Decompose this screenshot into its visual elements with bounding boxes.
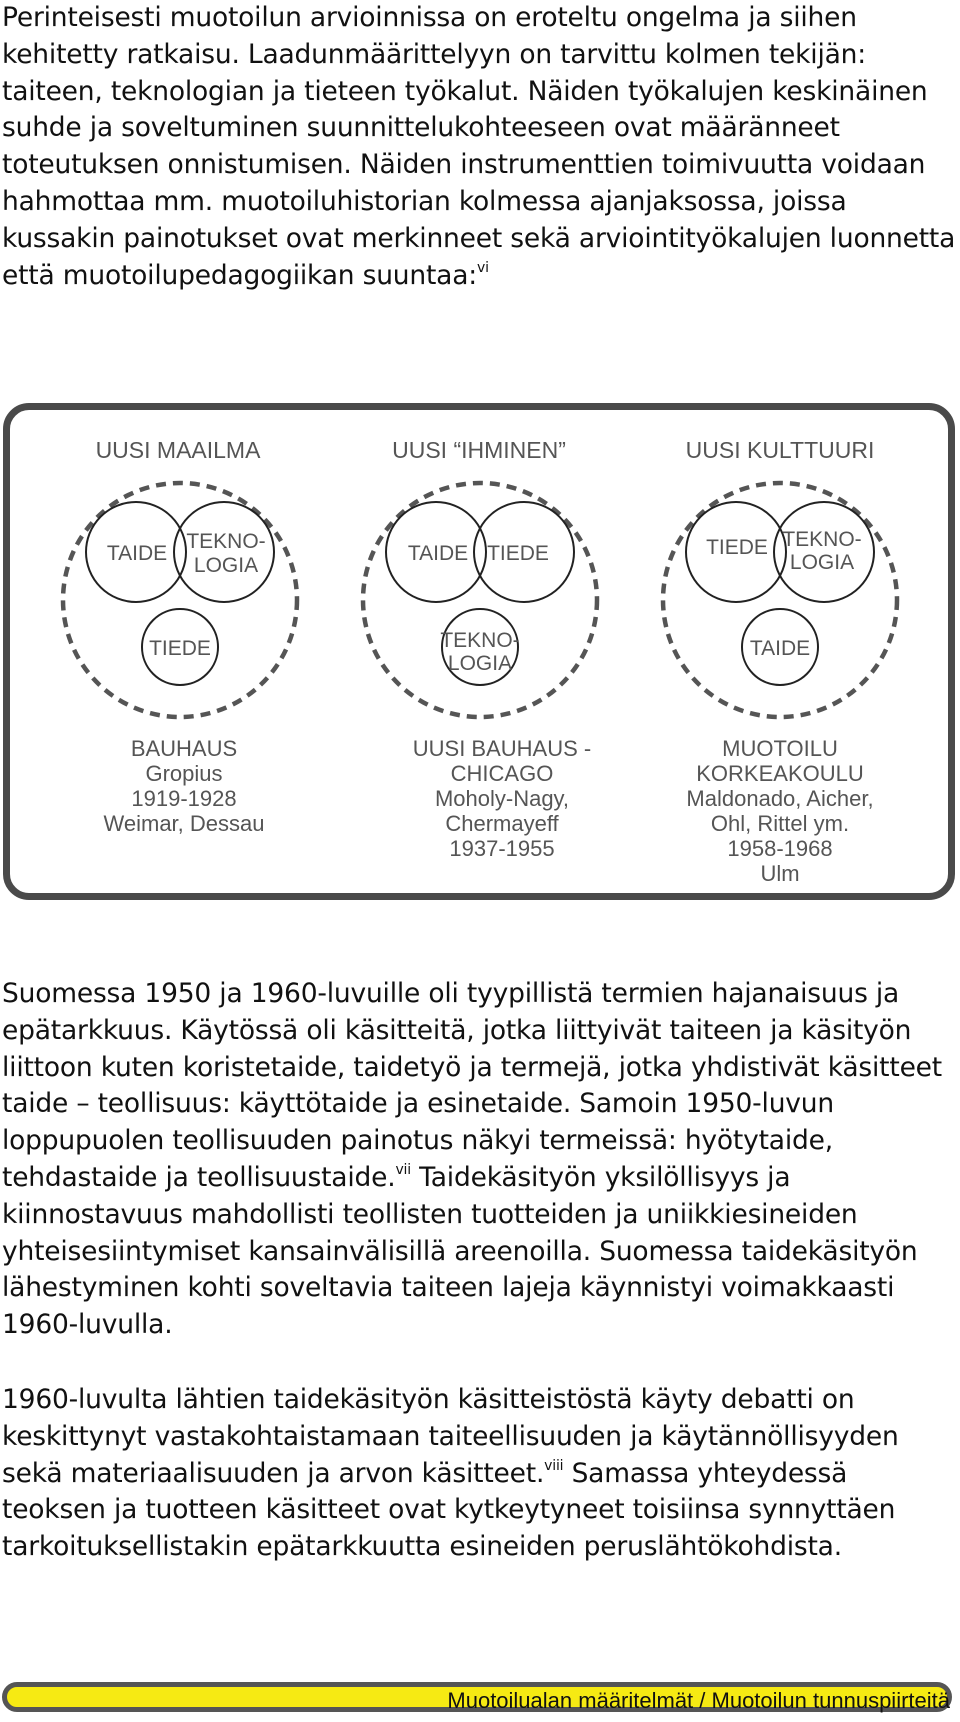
label-tekno: TEKNO- [186,530,266,553]
terminology-paragraph [2,976,957,1344]
column-title-uusi-maailma: UUSI MAAILMA [95,437,261,463]
school-line: CHICAGO [450,761,554,786]
label-tekno: TEKNO- [782,528,862,551]
school-line: 1937-1955 [449,836,555,861]
school-line: MUOTOILU [722,736,838,761]
paragraph-text: 1960-luvulta lähtien taidekäsityön käsitteistöstä käyty debatti on keskittynyt vastakohtaistamaan taiteellisuuden ja käytännöllisyyden sekä materiaalisuuden ja arvon käsitteet. [2,1384,899,1489]
label-logia: LOGIA [789,551,855,574]
school-line: KORKEAKOULU [696,761,864,786]
school-line: BAUHAUS [130,736,238,761]
label-tiede: TIEDE [149,637,211,660]
school-line: Maldonado, Aicher, [686,786,874,811]
paragraph-text: Samassa yhteydessä teoksen ja tuotteen käsitteet ovat kytkeytyneet toisiinsa synnyttäen tarkoituksellistakin epätarkkuutta esineiden peruslähtökohdista. [2,1457,896,1563]
label-tiede: TIEDE [706,536,768,559]
school-line: UUSI BAUHAUS - [412,736,592,761]
venn-group-chicago [363,483,597,717]
school-line: Moholy-Nagy, [434,786,570,811]
paragraph-text: Suomessa 1950 ja 1960-luvuille oli tyypillistä termien hajanaisuus ja epätarkkuus. Käytössä oli käsitteitä, jotka liittyivät taiteen ja käsityön liittoon kuten koristetaide, taidetyö ja termejä, jotka yhdistivät käsitteet taide – teollisuus: käyttötaide ja esinetaide. Samoin 1950-luvun loppupuolen teollisuuden painotus näkyi termeissä: hyötytaide, tehdastaide ja teollisuustaide. [2,978,942,1193]
debate-paragraph [2,1382,957,1566]
footnote-ref-vi: vi [477,259,489,276]
school-line: Ulm [760,861,800,886]
venn-group-bauhaus [63,483,297,717]
label-tekno: TEKNO- [440,629,520,652]
school-line: Chermayeff [445,811,559,836]
school-info-bauhaus [34,736,334,836]
label-logia: LOGIA [193,554,259,577]
school-line: Weimar, Dessau [103,811,265,836]
label-taide: TAIDE [749,637,811,660]
label-taide: TAIDE [106,542,168,565]
school-line: 1958-1968 [727,836,833,861]
label-logia: LOGIA [447,652,513,675]
paragraph-text: Taidekäsityön yksilöllisyys ja kiinnostavuus mahdollisti teollisten tuotteiden ja uniikkiesineiden yhteisesiintymiset kansainvälisillä areenoilla. Suomessa taidekäsityön lähestyminen kohti soveltavia taiteen lajeja käynnistyi voimakkaasti 1960-luvulla. [2,1161,918,1341]
paragraph-text: Perinteisesti muotoilun arvioinnissa on eroteltu ongelma ja siihen kehitetty ratkaisu. Laadunmäärittelyyn on tarvittu kolmen tekijän: taiteen, teknologian ja tieteen työkalut. Näiden työkalujen keskinäinen suhde ja soveltuminen suunnittelukohteeseen ovat määränneet toteutuksen onnistumisen. Näiden instrumenttien toimivuutta voidaan hahmottaa mm. muotoiluhistorian kolmessa ajanjaksossa, joissa kussakin painotukset ovat merkinneet sekä arviointityökalujen luonnetta että muotoilupedagogiikan suuntaa: [2,2,956,291]
column-title-uusi-ihminen: UUSI “IHMINEN” [392,437,566,463]
school-info-ulm [630,736,930,886]
footnote-ref-vii: vii [395,1161,411,1178]
school-info-chicago [352,736,652,861]
venn-group-ulm [663,483,897,717]
label-taide: TAIDE [407,542,469,565]
school-line: Ohl, Rittel ym. [710,811,850,836]
school-line: 1919-1928 [131,786,237,811]
footer-section-title: Muotoilualan määritelmät / Muotoilun tunnuspiirteitä [447,1688,950,1713]
column-title-uusi-kulttuuri: UUSI KULTTUURI [685,437,875,463]
school-line: Gropius [145,761,223,786]
label-tiede: TIEDE [487,542,549,565]
footnote-ref-viii: viii [544,1457,564,1474]
